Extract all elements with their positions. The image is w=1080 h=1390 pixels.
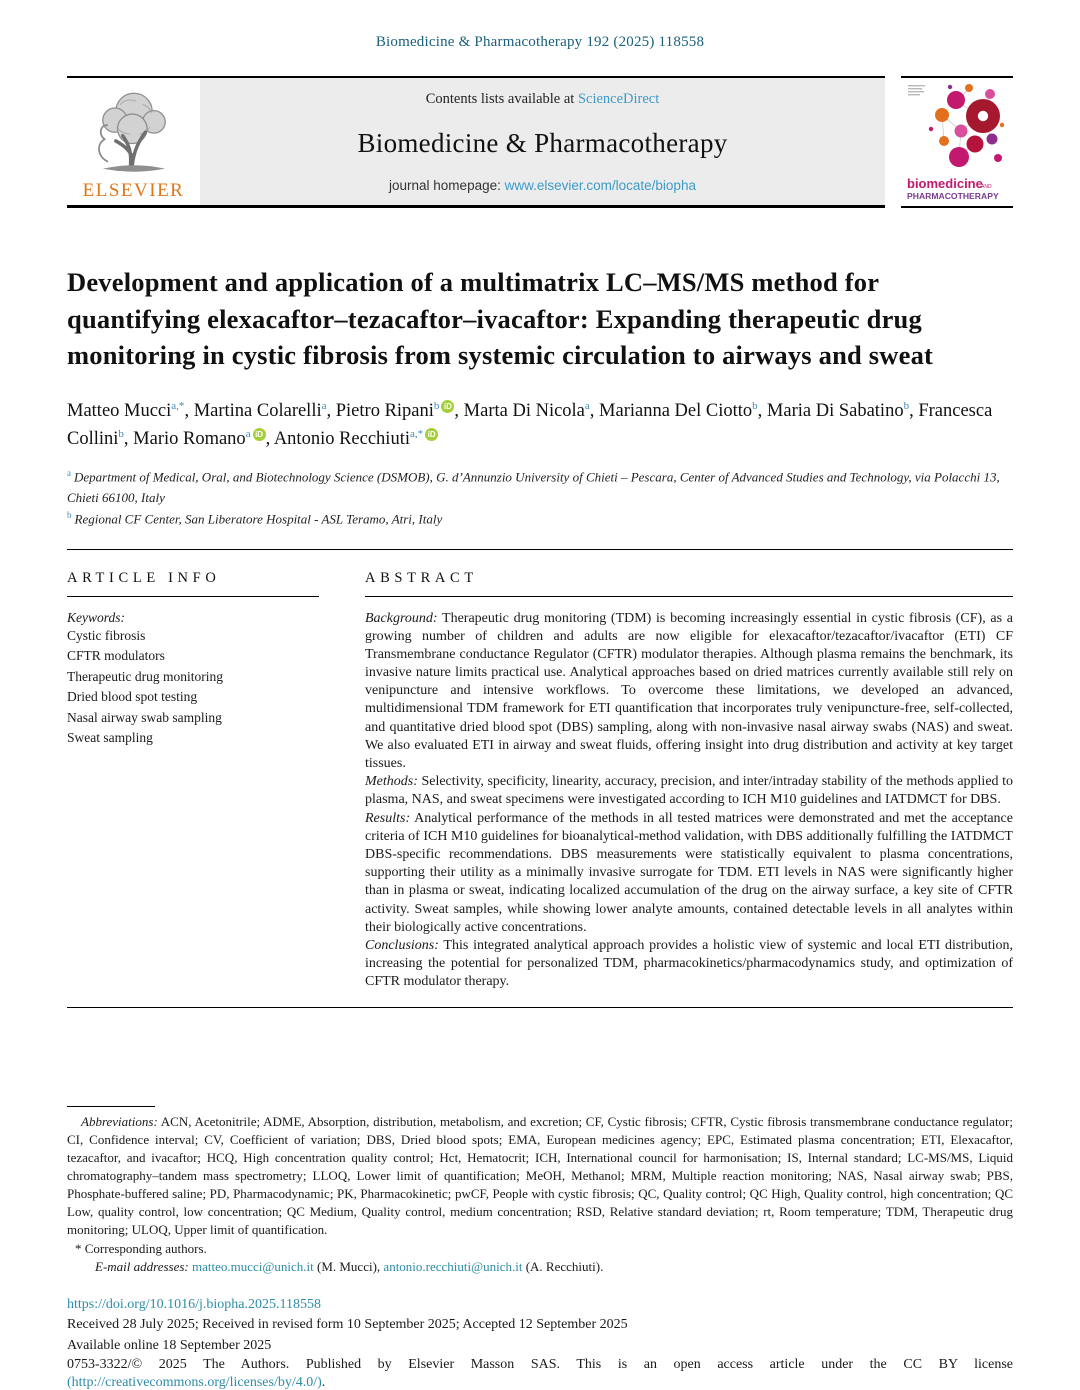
author: Marta Di Nicola$^a$, bbox=[463, 399, 600, 421]
journal-title: Biomedicine & Pharmacotherapy bbox=[357, 127, 728, 158]
available-online: Available online 18 September 2025 bbox=[67, 1337, 272, 1353]
keyword-item: Cystic fibrosis bbox=[67, 627, 146, 643]
svg-text:AND: AND bbox=[981, 184, 992, 190]
contents-prefix: Contents lists available at bbox=[425, 91, 578, 107]
affiliation-b: $^b$ Regional CF Center, San Liberatore Hospital - ASL Teramo, Atri, Italy bbox=[67, 510, 443, 527]
journal-homepage-link[interactable]: www.elsevier.com/locate/biopha bbox=[504, 178, 696, 193]
elsevier-logo[interactable] bbox=[67, 78, 200, 205]
abstract-background: Background: Therapeutic drug monitoring (TDM) is becoming increasingly essential in cystic fibrosis (CF), as a growing number of children and adults are now eligible for elexacaftor/tezacaftor/ivacaftor (ETI) CF Transmembrane conductance Regulator (CFTR) modulator therapies. Although plasma remains the benchmark, its invasive nature limits practical use. Analytical approaches based on dried matrices currently available still rely on venipuncture and intensive workflows. To overcome these limitations, we developed an advanced, multidimensional TDM framework for ETI quantification that incorporates truly venipuncture-free, self-collected, and quantitative dried blood spot (DBS) sampling, along with non-invasive nasal airway swabs (NAS) and sweat. We also evaluated ETI in airway and sweat fluids, offering insight into drug distribution and activity at key target tissues. bbox=[365, 610, 1013, 772]
abstract-column bbox=[365, 550, 1013, 992]
footnote-divider bbox=[67, 1106, 155, 1107]
license-period: . bbox=[321, 1374, 326, 1390]
abstract-rule bbox=[365, 596, 1013, 597]
keyword-item: Therapeutic drug monitoring bbox=[67, 668, 223, 684]
orcid-icon[interactable]: iD bbox=[425, 428, 438, 441]
cc-license-link[interactable]: (http://creativecommons.org/licenses/by/4.0/) bbox=[67, 1374, 322, 1390]
author: Matteo Mucci$^{a,*}$, bbox=[67, 399, 194, 421]
abstract-results: Results: Analytical performance of the methods in all tested matrices were demonstrated and met the acceptance criteria of ICH M10 guidelines for bioanalytical-method validation, with DBS additionally fulfilling the IATDMCT DBS-specific recommendations. DBS measurements were statistically equivalent to plasma concentrations, supporting their utility as a minimally invasive surrogate for TDM. ETI levels in NAS were significantly higher than in plasma or sweat, indicating localized accumulation of the drug on the airway surface, a key site of CFTR activity. Sweat samples, while showing lower analyte amounts, contained detectable levels in all analytes within their biologically active concentrations. bbox=[365, 810, 1013, 935]
author: Maria Di Sabatino$^b$, bbox=[766, 399, 919, 421]
svg-text:PHARMACOTHERAPY: PHARMACOTHERAPY bbox=[907, 191, 999, 201]
affiliations bbox=[67, 466, 1013, 531]
journal-cover-art-icon bbox=[901, 78, 1011, 206]
doi-link[interactable]: https://doi.org/10.1016/j.biopha.2025.118558 bbox=[67, 1297, 321, 1313]
info-abstract-section bbox=[67, 549, 1013, 1009]
email2-suffix: (A. Recchiuti). bbox=[522, 1259, 604, 1275]
homepage-line bbox=[210, 178, 875, 193]
author: Francesca Collini$^b$, bbox=[67, 400, 993, 449]
corresponding-authors-note: * Corresponding authors. bbox=[75, 1241, 207, 1257]
license-line bbox=[67, 1375, 1013, 1390]
email1-suffix: (M. Mucci), bbox=[313, 1259, 384, 1275]
keywords-label: Keywords: bbox=[67, 609, 125, 625]
article-info-heading: ARTICLE INFO bbox=[67, 569, 221, 586]
abstract-conclusions: Conclusions: This integrated analytical approach provides a holistic view of systemic and local ETI distribution, increasing the potential for personalized TDM, pharmacokinetics/pharmacodynamics study, and optimization of CFTR modulator therapy. bbox=[365, 937, 1013, 990]
author: Antonio Recchiuti$^{a,*}$ iD bbox=[274, 429, 438, 449]
orcid-icon[interactable]: iD bbox=[441, 400, 454, 413]
email-link-recchiuti[interactable]: antonio.recchiuti@unich.it bbox=[383, 1259, 523, 1275]
journal-banner bbox=[67, 76, 1013, 208]
keyword-item: Nasal airway swab sampling bbox=[67, 709, 222, 725]
author: Mario Romano$^a$ iD , bbox=[133, 427, 274, 449]
affiliation-a: $^a$ Department of Medical, Oral, and Biotechnology Science (DSMOB), G. d’Annunzio University of Chieti – Pescara, Center of Advanced Studies and Technology, via Polacchi 13, Chieti 66100, Italy bbox=[67, 467, 1000, 505]
keyword-item: Sweat sampling bbox=[67, 730, 153, 746]
copyright-line: 0753-3322/© 2025 The Authors. Published by Elsevier Masson SAS. This is an open access article under the CC BY license bbox=[67, 1356, 1013, 1372]
footnote-block bbox=[67, 1106, 1013, 1275]
homepage-prefix: journal homepage: bbox=[389, 178, 505, 193]
abstract-body bbox=[365, 610, 1013, 992]
elsevier-wordmark: ELSEVIER bbox=[82, 180, 185, 201]
doi-line bbox=[67, 1297, 1013, 1313]
elsevier-tree-icon bbox=[67, 84, 200, 184]
email-addresses bbox=[67, 1259, 1013, 1275]
article-info-column bbox=[67, 550, 319, 992]
author: Marianna Del Ciotto$^b$, bbox=[599, 399, 767, 421]
banner-center bbox=[200, 78, 885, 205]
email-link-mucci[interactable]: matteo.mucci@unich.it bbox=[192, 1259, 314, 1275]
abbreviations-footnote: Abbreviations: ACN, Acetonitrile; ADME, Absorption, distribution, metabolism, and excretion; CF, Cystic fibrosis; CFTR, Cystic fibrosis transmembrane conductance regulator; CI, Confidence interval; CV, Coefficient of variation; DBS, Dried blood spots; EMA, European medicines agency; EPC, Estimated plasma concentration; ETI, Elexacaftor, tezacaftor, and ivacaftor; HCQ, High concentration quality control; Hct, Hematocrit; ICH, International council for harmonisation; IS, Internal standard; LC-MS/MS, Liquid chromatography–tandem mass spectrometry; LLOQ, Lower limit of quantification; MeOH, Methanol; MRM, Multiple reaction monitoring; NAS, Nasal airway swab; PBS, Phosphate-buffered saline; PD, Pharmacodynamic; PK, Pharmacokinetic; pwCF, People with cystic fibrosis; QC, Quality control; QC High, Quality control, high concentration; QC Low, quality control, low concentration; QC Medium, Quality control, medium concentration; RSD, Relative standard deviation; rt, Room temperature; TDM, Therapeutic drug monitoring; ULOQ, Upper limit of quantification. bbox=[67, 1114, 1013, 1238]
keyword-item: CFTR modulators bbox=[67, 648, 165, 664]
contents-line bbox=[210, 91, 875, 108]
author-list bbox=[67, 398, 1013, 454]
journal-reference-header: Biomedicine & Pharmacotherapy 192 (2025) 118558 bbox=[375, 34, 705, 50]
orcid-icon[interactable]: iD bbox=[253, 428, 266, 441]
email-label: E-mail addresses: bbox=[95, 1259, 189, 1275]
article-title: Development and application of a multimatrix LC–MS/MS method for quantifying elexacaftor–tezacaftor–ivacaftor: Expanding therapeutic drug monitoring in cystic fibrosis from systemic circulation to airways and sweat bbox=[67, 267, 934, 371]
sciencedirect-link[interactable]: ScienceDirect bbox=[577, 91, 660, 107]
author: Martina Colarelli$^a$, bbox=[193, 399, 336, 421]
banner-left-block bbox=[67, 76, 885, 208]
author: Pietro Ripani$^b$ iD , bbox=[335, 399, 464, 421]
abstract-methods: Methods: Selectivity, specificity, linearity, accuracy, precision, and inter/intraday stability of the methods applied to plasma, NAS, and sweat specimens were investigated according to ICH M10 guidelines and IATDMCT for DBS. bbox=[365, 774, 1013, 808]
received-dates: Received 28 July 2025; Received in revised form 10 September 2025; Accepted 12 September 2025 bbox=[67, 1317, 628, 1333]
abstract-heading: ABSTRACT bbox=[365, 569, 478, 586]
article-info-rule bbox=[67, 596, 319, 597]
svg-text:biomedicine: biomedicine bbox=[907, 176, 983, 191]
keyword-item: Dried blood spot testing bbox=[67, 689, 198, 705]
journal-cover-thumbnail[interactable] bbox=[901, 76, 1013, 208]
